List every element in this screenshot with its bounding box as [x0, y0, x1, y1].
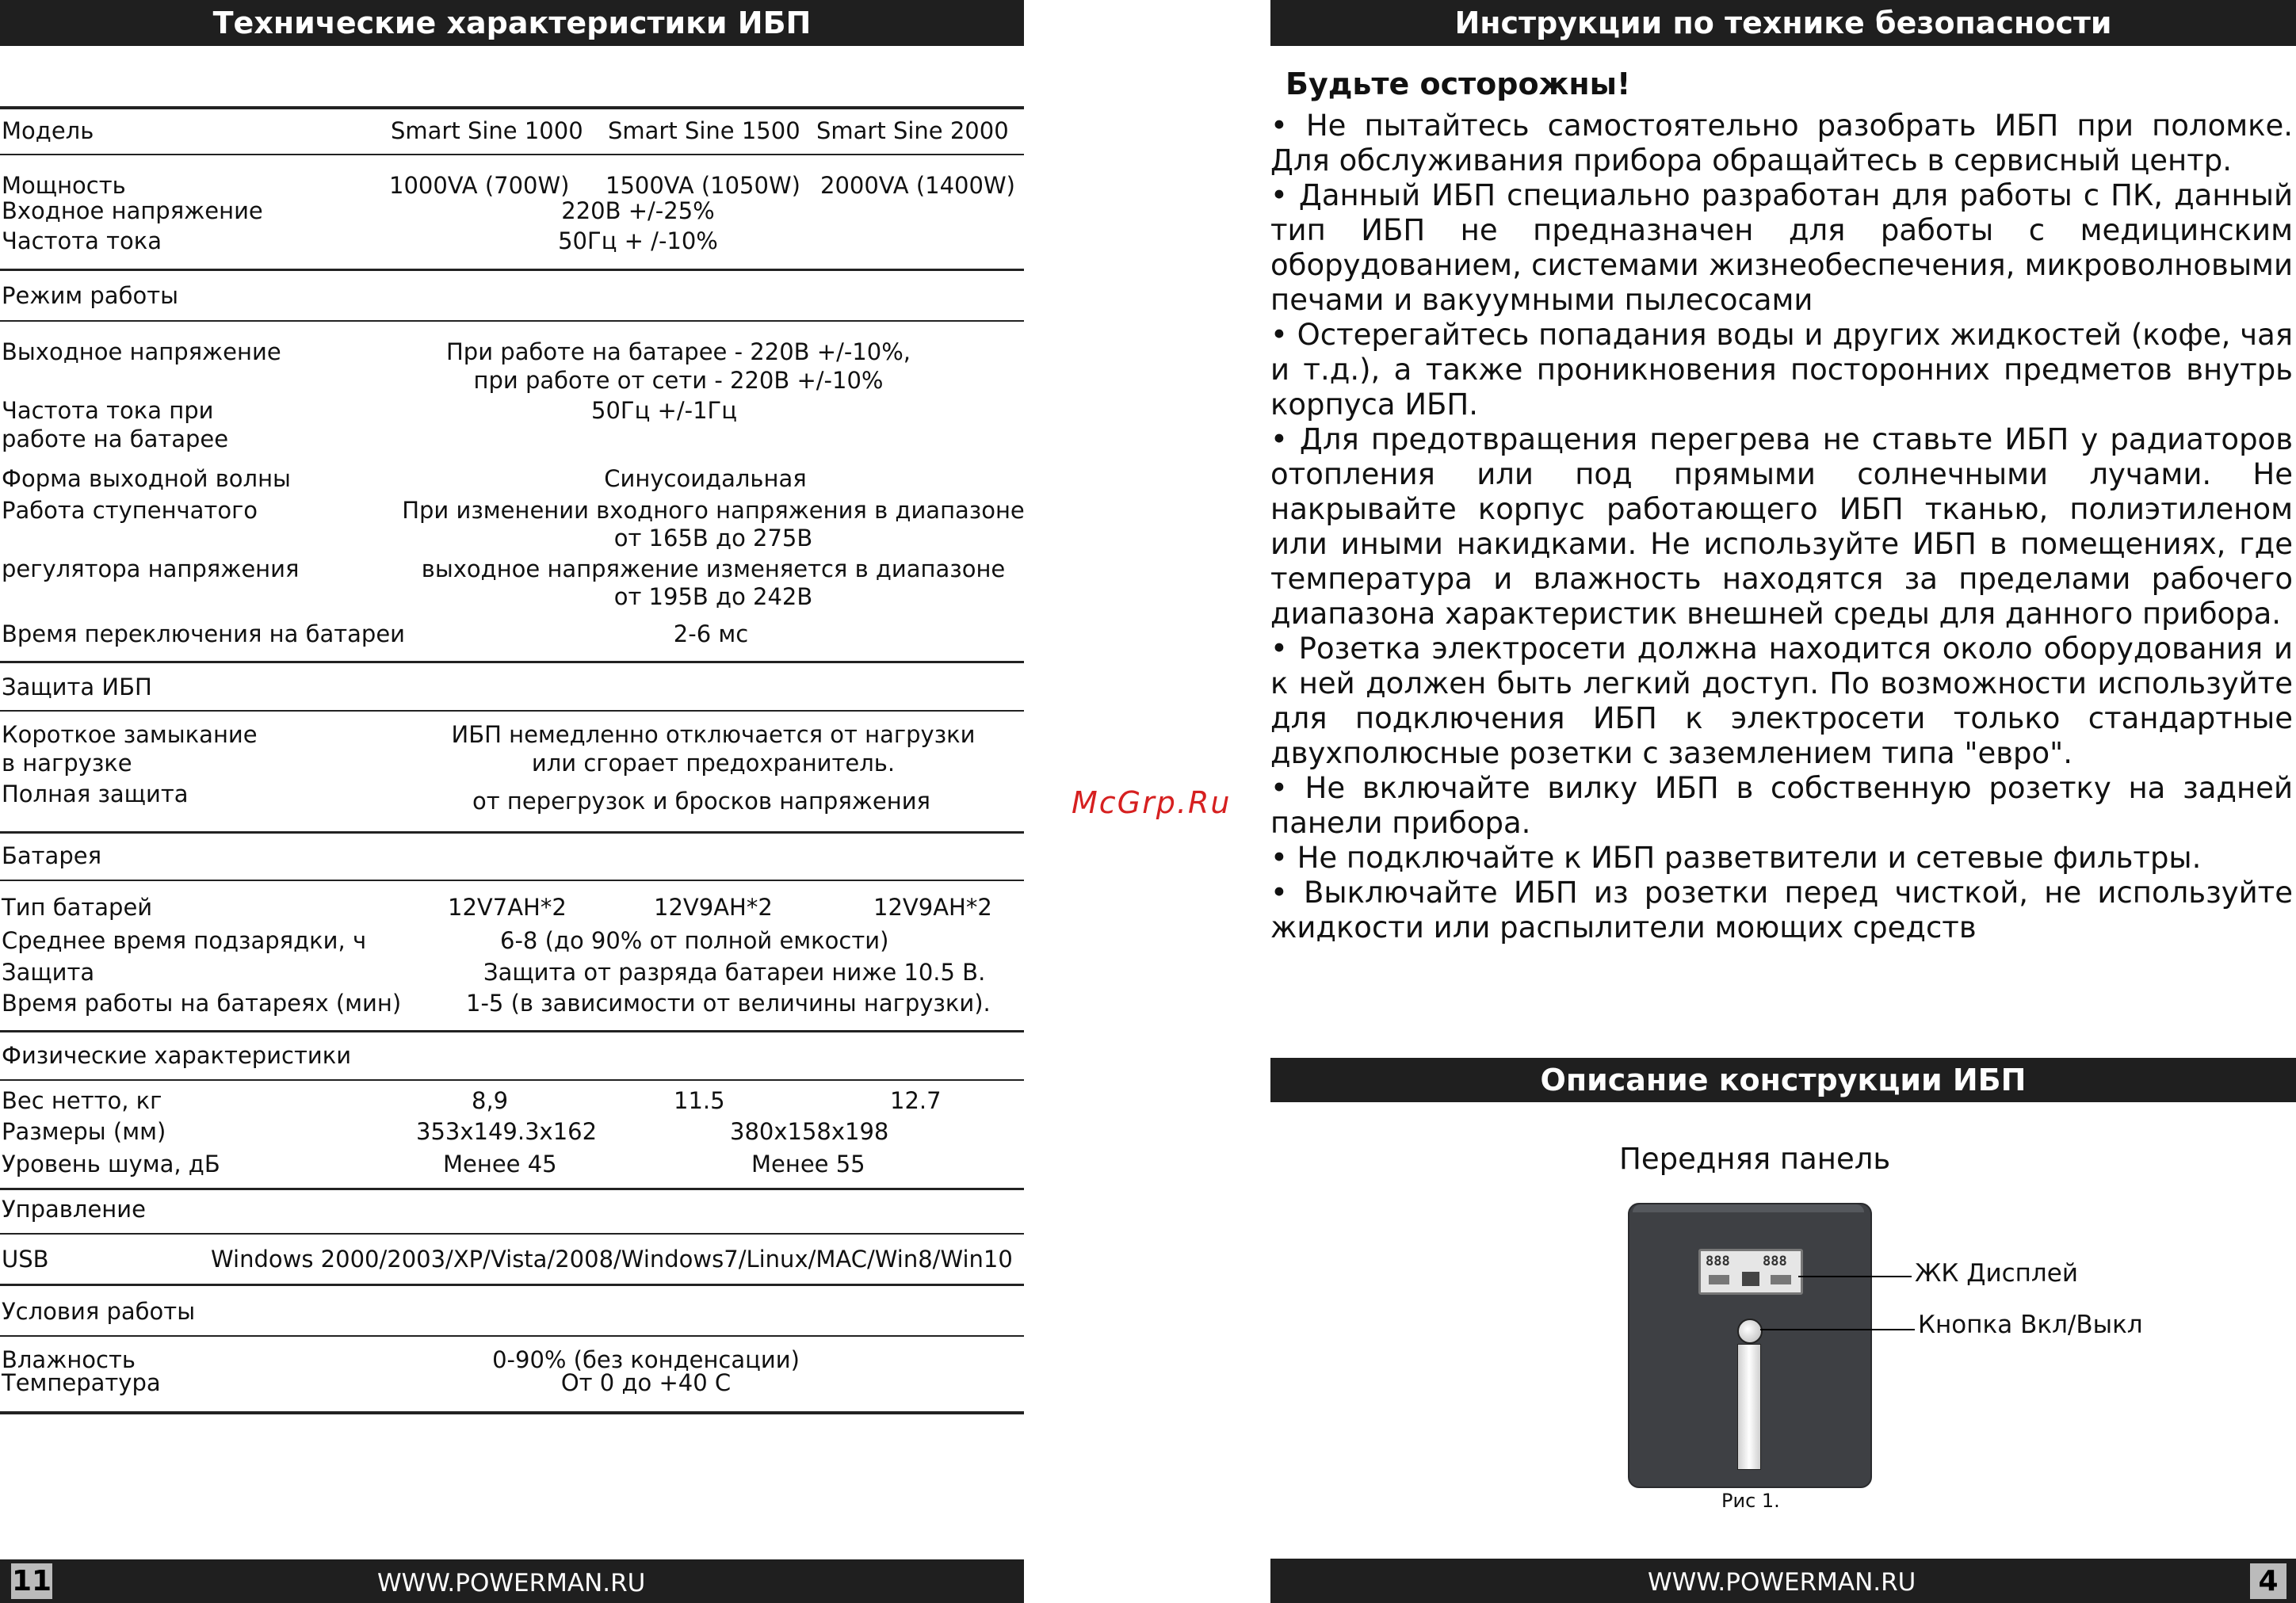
- right-footer-bar: [1270, 1559, 2296, 1603]
- divider: [0, 710, 1024, 712]
- lcd-battery-icon: [1709, 1275, 1729, 1284]
- weight-label: Вес нетто, кг: [2, 1087, 162, 1114]
- divider: [0, 1030, 1024, 1032]
- design-title-bar: [1270, 1058, 2296, 1102]
- model-2: Smart Sine 1500: [608, 117, 800, 144]
- short-circuit-label1: Короткое замыкание: [2, 721, 258, 748]
- power-2: 1500VA (1050W): [606, 172, 800, 199]
- front-panel-heading: Передняя панель: [1619, 1142, 1891, 1176]
- safety-bullet: • Не пытайтесь самостоятельно разобрать ИБП при поломке. Для обслуживания прибора обращайтесь в сервисный центр.: [1270, 109, 2293, 177]
- lcd-readout-left: 888: [1706, 1254, 1730, 1269]
- full-protection-label: Полная защита: [2, 781, 189, 807]
- divider: [0, 320, 1024, 322]
- physical-section: Физические характеристики: [2, 1042, 352, 1069]
- short-circuit-line1: ИБП немедленно отключается от нагрузки: [451, 721, 976, 748]
- mode-section: Режим работы: [2, 282, 178, 309]
- left-page-title: Технические характеристики ИБП: [212, 6, 812, 40]
- dimensions-1: 353x149.3x162: [416, 1118, 598, 1145]
- divider: [0, 1188, 1024, 1190]
- avr-line1: При изменении входного напряжения в диапазоне: [402, 497, 1025, 524]
- caution-heading: Будьте осторожны!: [1286, 67, 1631, 101]
- left-footer-url: WWW.POWERMAN.RU: [377, 1569, 646, 1597]
- frequency-label: Частота тока: [2, 227, 162, 254]
- battery-section: Батарея: [2, 842, 102, 869]
- divider: [0, 154, 1024, 155]
- avr-line2: от 165В до 275В: [613, 525, 813, 552]
- battery-type-label: Тип батарей: [2, 894, 153, 921]
- full-protection-value: от перегрузок и бросков напряжения: [472, 788, 930, 815]
- lcd-label: ЖК Дисплей: [1915, 1259, 2078, 1288]
- safety-bullet: • Для предотвращения перегрева не ставьте ИБП у радиаторов отопления или под прямыми солнечными лучами. Не накрывайте корпус работающего ИБП тканью, полиэтиленом или иными накидками. Не используйте ИБП в помещениях, где температура и влажность находятся за пределами рабочего диапазона характеристик внешней среды для данного прибора.: [1270, 422, 2293, 631]
- power-button[interactable]: [1737, 1319, 1763, 1344]
- battery-type-1: 12V7AH*2: [448, 894, 567, 921]
- battery-freq-label1: Частота тока при: [2, 397, 214, 424]
- right-page-number: 4: [2250, 1563, 2286, 1599]
- divider: [0, 106, 1024, 109]
- battery-protection-label: Защита: [2, 959, 95, 986]
- lcd-callout-line: [1798, 1276, 1912, 1277]
- temperature-value: От 0 до +40 С: [560, 1369, 732, 1396]
- safety-bullet: • Не включайте вилку ИБП в собственную розетку на задней панели прибора.: [1270, 771, 2293, 840]
- protection-section: Защита ИБП: [2, 674, 152, 700]
- divider: [0, 1411, 1024, 1414]
- output-voltage-line2: при работе от сети - 220В +/-10%: [473, 367, 884, 394]
- divider: [0, 1284, 1024, 1286]
- battery-type-3: 12V9AH*2: [873, 894, 992, 921]
- avr-label1: Работа ступенчатого: [2, 497, 258, 524]
- power-label: Мощность: [2, 172, 126, 199]
- switch-time-value: 2-6 мс: [673, 620, 749, 647]
- temperature-label: Температура: [2, 1369, 161, 1396]
- switch-time-label: Время переключения на батареи: [2, 620, 406, 647]
- lcd-plug-icon: [1742, 1272, 1759, 1286]
- usb-value: Windows 2000/2003/XP/Vista/2008/Windows7/Linux/MAC/Win8/Win10: [211, 1246, 1013, 1273]
- battery-type-2: 12V9AH*2: [654, 894, 773, 921]
- safety-bullet: • Данный ИБП специально разработан для работы с ПК, данный тип ИБП не предназначен для работы с медицинским оборудованием, системами жизнеобеспечения, микроволновыми печами и вакуумными пылесосами: [1270, 178, 2293, 317]
- avr-label2: регулятора напряжения: [2, 555, 300, 582]
- input-voltage-label: Входное напряжение: [2, 197, 263, 224]
- avr-line4: от 195В до 242В: [613, 583, 813, 610]
- safety-bullet: • Остерегайтесь попадания воды и других жидкостей (кофе, чая и т.д.), а также проникновения посторонних предметов внутрь корпуса ИБП.: [1270, 318, 2293, 422]
- short-circuit-label2: в нагрузке: [2, 750, 132, 777]
- model-1: Smart Sine 1000: [391, 117, 583, 144]
- right-footer-url: WWW.POWERMAN.RU: [1648, 1568, 1916, 1597]
- lcd-load-icon: [1771, 1275, 1791, 1284]
- usb-label: USB: [2, 1246, 49, 1273]
- ups-top-edge: [1633, 1204, 1864, 1212]
- battery-protection-value: Защита от разряда батареи ниже 10.5 В.: [483, 959, 986, 986]
- model-3: Smart Sine 2000: [816, 117, 1009, 144]
- model-label: Модель: [2, 117, 94, 144]
- humidity-label: Влажность: [2, 1346, 136, 1373]
- control-section: Управление: [2, 1196, 146, 1223]
- divider: [0, 1335, 1024, 1337]
- divider: [0, 831, 1024, 834]
- runtime-label: Время работы на батареях (мин): [2, 990, 402, 1017]
- input-voltage-value: 220В +/-25%: [561, 197, 715, 224]
- left-title-bar: [0, 0, 1024, 46]
- right-title-bar: [1270, 0, 2296, 46]
- charge-time-value: 6-8 (до 90% от полной емкости): [500, 927, 889, 954]
- divider: [0, 661, 1024, 663]
- watermark: McGrp.Ru: [1072, 785, 1232, 820]
- safety-title: Инструкции по технике безопасности: [1454, 6, 2112, 40]
- waveform-value: Синусоидальная: [604, 465, 807, 492]
- power-1: 1000VA (700W): [389, 172, 570, 199]
- lcd-display: [1698, 1249, 1803, 1295]
- charge-time-label: Среднее время подзарядки, ч: [2, 927, 367, 954]
- weight-1: 8,9: [472, 1087, 509, 1114]
- dimensions-label: Размеры (мм): [2, 1118, 166, 1145]
- conditions-section: Условия работы: [2, 1298, 196, 1325]
- front-light-strip: [1737, 1344, 1761, 1470]
- divider: [0, 880, 1024, 881]
- battery-freq-value: 50Гц +/-1Гц: [591, 397, 737, 424]
- dimensions-2: 380x158x198: [730, 1118, 889, 1145]
- output-voltage-label: Выходное напряжение: [2, 338, 281, 365]
- noise-1: Менее 45: [443, 1151, 557, 1177]
- noise-2: Менее 55: [751, 1151, 865, 1177]
- left-footer-bar: [0, 1559, 1024, 1603]
- button-label: Кнопка Вкл/Выкл: [1918, 1311, 2143, 1339]
- divider: [0, 1079, 1024, 1081]
- design-title: Описание конструкции ИБП: [1540, 1063, 2027, 1097]
- battery-freq-label2: работе на батарее: [2, 426, 229, 452]
- figure-caption: Рис 1.: [1721, 1490, 1780, 1512]
- divider: [0, 269, 1024, 271]
- safety-bullet: • Не подключайте к ИБП разветвители и сетевые фильтры.: [1270, 841, 2202, 875]
- frequency-value: 50Гц + /-10%: [558, 227, 718, 254]
- divider: [0, 1233, 1024, 1235]
- power-3: 2000VA (1400W): [820, 172, 1015, 199]
- avr-line3: выходное напряжение изменяется в диапазоне: [421, 555, 1006, 582]
- button-callout-line: [1760, 1329, 1915, 1330]
- short-circuit-line2: или сгорает предохранитель.: [531, 750, 896, 777]
- noise-label: Уровень шума, дБ: [2, 1151, 220, 1177]
- safety-bullet: • Выключайте ИБП из розетки перед чисткой, не используйте жидкости или распылители моющих средств: [1270, 876, 2293, 945]
- lcd-readout-right: 888: [1763, 1254, 1787, 1269]
- humidity-value: 0-90% (без конденсации): [492, 1346, 800, 1373]
- output-voltage-line1: При работе на батарее - 220В +/-10%,: [446, 338, 911, 365]
- waveform-label: Форма выходной волны: [2, 465, 291, 492]
- runtime-value: 1-5 (в зависимости от величины нагрузки).: [466, 990, 991, 1017]
- weight-3: 12.7: [890, 1087, 942, 1114]
- left-page-number: 11: [11, 1565, 52, 1597]
- weight-2: 11.5: [674, 1087, 725, 1114]
- safety-bullet: • Розетка электросети должна находится около оборудования и к ней должен быть легкий доступ. По возможности используйте для подключения ИБП к электросети только стандартные двухполюсные розетки с заземлением типа "евро".: [1270, 632, 2293, 770]
